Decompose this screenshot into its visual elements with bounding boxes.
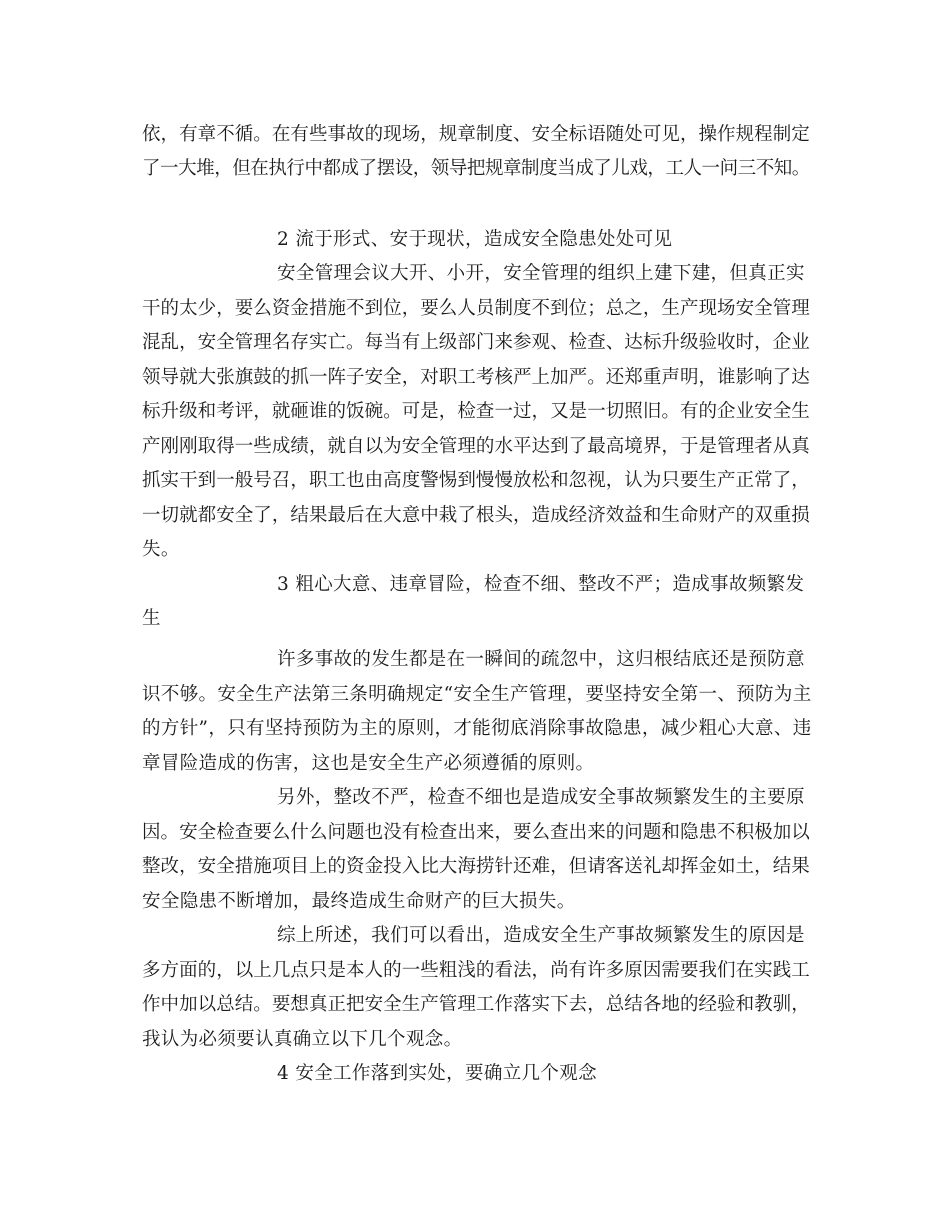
paragraph-line: 领导就大张旗鼓的抓一阵子安全，对职工考核严上加严。还郑重声明，谁影响了达	[142, 367, 810, 388]
paragraph-line: 混乱，安全管理名存实亡。每当有上级部门来参观、检查、达标升级验收时，企业	[142, 332, 810, 353]
paragraph-line: 作中加以总结。要想真正把安全生产管理工作落实下去，总结各地的经验和教驯，	[142, 994, 810, 1015]
paragraph-line: 失。	[142, 539, 180, 560]
paragraph-line: 识不够。安全生产法第三条明确规定“安全生产管理，要坚持安全第一、预防为主	[142, 684, 812, 705]
paragraph-line: 安全管理会议大开、小开，安全管理的组织上建下建，但真正实	[277, 263, 805, 284]
paragraph-line: 我认为必须要认真确立以下几个观念。	[142, 1029, 463, 1050]
paragraph-line: 产刚刚取得一些成绩，就自以为安全管理的水平达到了最高境界，于是管理者从真	[142, 436, 810, 457]
paragraph-line: 抓实干到一般号召，职工也由高度警惕到慢慢放松和忽视，认为只要生产正常了，	[142, 470, 810, 491]
paragraph-line: 许多事故的发生都是在一瞬间的疏忽中，这归根结底还是预防意	[277, 649, 805, 670]
paragraph-line: 综上所述，我们可以看出，造成安全生产事故频繁发生的原因是	[277, 925, 805, 946]
intro-line: 了一大堆，但在执行中都成了摆设，领导把规章制度当成了儿戏，工人一问三不知。	[142, 158, 810, 179]
paragraph-line: 多方面的，以上几点只是本人的一些粗浅的看法，尚有许多原因需要我们在实践工	[142, 960, 810, 981]
paragraph-line: 标升级和考评，就砸谁的饭碗。可是，检查一过，又是一切照旧。有的企业安全生	[142, 401, 810, 422]
section-4-heading: 4 安全工作落到实处，要确立几个观念	[277, 1063, 597, 1084]
paragraph-line: 因。安全检查要么什么问题也没有检查出来，要么查出来的问题和隐患不积极加以	[142, 822, 810, 843]
intro-line: 依，有章不循。在有些事故的现场，规章制度、安全标语随处可见，操作规程制定	[142, 124, 810, 145]
paragraph-line: 的方针”，只有坚持预防为主的原则，才能彻底消除事故隐患，减少粗心大意、违	[142, 718, 812, 739]
paragraph-line: 干的太少，要么资金措施不到位，要么人员制度不到位；总之，生产现场安全管理	[142, 298, 810, 319]
section-2-heading: 2 流于形式、安于现状，造成安全隐患处处可见	[277, 229, 673, 250]
paragraph-line: 整改，安全措施项目上的资金投入比大海捞针还难，但请客送礼却挥金如土，结果	[142, 856, 810, 877]
paragraph-line: 另外，整改不严，检查不细也是造成安全事故频繁发生的主要原	[277, 787, 805, 808]
section-3-heading: 生	[142, 608, 161, 629]
paragraph-line: 一切就都安全了，结果最后在大意中栽了根头，造成经济效益和生命财产的双重损	[142, 505, 810, 526]
paragraph-line: 安全隐患不断增加，最终造成生命财产的巨大损失。	[142, 891, 576, 912]
paragraph-line: 章冒险造成的伤害，这也是安全生产必须遵循的原则。	[142, 753, 595, 774]
section-3-heading: 3 粗心大意、违章冒险，检查不细、整改不严；造成事故频繁发	[277, 574, 805, 595]
